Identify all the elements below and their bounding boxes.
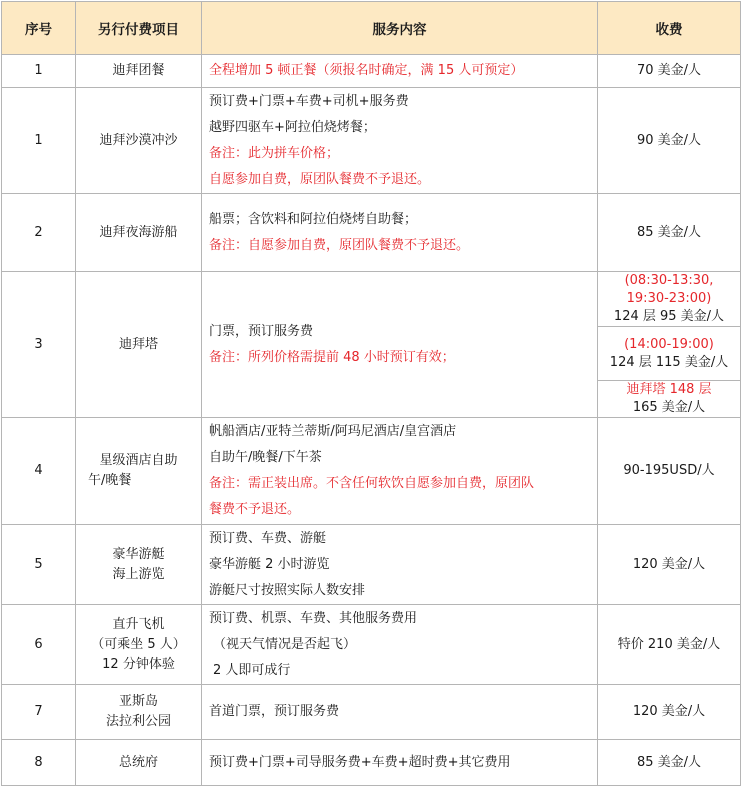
- row-price: 特价 210 美金/人: [598, 605, 741, 685]
- header-row: [2, 2, 741, 55]
- row-item: 迪拜沙漠冲沙: [76, 88, 202, 194]
- content-line: 自助午/晚餐/下午茶: [209, 450, 322, 465]
- table-row: [2, 418, 741, 525]
- content-line: （视天气情况是否起飞）: [213, 636, 357, 652]
- row-price: 90-195USD/人: [598, 418, 741, 525]
- content-line: 豪华游艇 2 小时游览: [209, 556, 330, 572]
- table-row: [2, 88, 741, 194]
- row-content: [202, 194, 598, 272]
- table-row: [2, 272, 741, 327]
- header-no: 序号: [2, 2, 76, 55]
- content-line: 自愿参加自费，原团队餐费不予退还。: [209, 171, 431, 187]
- content-line: 船票；含饮料和阿拉伯烧烤自助餐；: [209, 211, 418, 227]
- row-content: [202, 418, 598, 525]
- row-no: 1: [2, 55, 76, 88]
- row-content: [202, 685, 598, 740]
- row-content: [202, 740, 598, 786]
- table-row: [2, 685, 741, 740]
- content-line: 预订费+门票+司导服务费+车费+超时费+其它费用: [209, 754, 511, 770]
- row-no: 5: [2, 525, 76, 605]
- content-line: 预订费+门票+车费+司机+服务费: [209, 93, 409, 109]
- row-item: 星级酒店自助 午/晚餐: [76, 418, 202, 525]
- row-content: [202, 525, 598, 605]
- row-content: [202, 605, 598, 685]
- price-option: (14:00-19:00) 124 层 115 美金/人: [598, 327, 741, 381]
- content-line: 备注：此为拼车价格；: [209, 145, 340, 161]
- row-no: 8: [2, 740, 76, 786]
- table-row: [2, 194, 741, 272]
- price-table: [1, 1, 741, 786]
- header-price: 收费: [598, 2, 741, 55]
- row-no: 4: [2, 418, 76, 525]
- price-option: 迪拜塔 148 层 165 美金/人: [598, 381, 741, 418]
- row-price: 85 美金/人: [598, 740, 741, 786]
- price-option: (08:30-13:30, 19:30-23:00) 124 层 95 美金/人: [598, 272, 741, 327]
- row-price: 120 美金/人: [598, 525, 741, 605]
- header-item: 另行付费项目: [76, 2, 202, 55]
- content-line: 全程增加 5 顿正餐（须报名时确定，满 15 人可预定）: [209, 63, 524, 78]
- row-price: 90 美金/人: [598, 88, 741, 194]
- row-content: [202, 88, 598, 194]
- row-no: 6: [2, 605, 76, 685]
- content-line: 游艇尺寸按照实际人数安排: [209, 582, 366, 598]
- table-row: [2, 740, 741, 786]
- row-item: 迪拜塔: [76, 272, 202, 418]
- table-row: [2, 605, 741, 685]
- row-no: 2: [2, 194, 76, 272]
- row-item: 直升飞机 （可乘坐 5 人） 12 分钟体验: [76, 605, 202, 685]
- row-content: [202, 55, 598, 88]
- content-line: 首道门票，预订服务费: [209, 704, 340, 719]
- table-row: [2, 525, 741, 605]
- content-line: 门票，预订服务费: [209, 323, 314, 339]
- content-line: 越野四驱车+阿拉伯烧烤餐；: [209, 119, 376, 135]
- row-price: 85 美金/人: [598, 194, 741, 272]
- row-no: 1: [2, 88, 76, 194]
- row-item: 亚斯岛 法拉利公园: [76, 685, 202, 740]
- row-price: 70 美金/人: [598, 55, 741, 88]
- content-line: 备注：所列价格需提前 48 小时预订有效；: [209, 349, 455, 365]
- content-line: 备注：需正装出席。不含任何软饮自愿参加自费，原团队: [209, 476, 535, 491]
- row-no: 7: [2, 685, 76, 740]
- content-line: 预订费、车费、游艇: [209, 530, 327, 546]
- row-no: 3: [2, 272, 76, 418]
- content-line: 预订费、机票、车费、其他服务费用: [209, 610, 418, 626]
- table-row: [2, 55, 741, 88]
- row-content: [202, 272, 598, 418]
- content-line: 餐费不予退还。: [209, 502, 301, 517]
- row-price: 120 美金/人: [598, 685, 741, 740]
- row-item: 迪拜团餐: [76, 55, 202, 88]
- row-item: 迪拜夜海游船: [76, 194, 202, 272]
- header-content: 服务内容: [202, 2, 598, 55]
- content-line: 帆船酒店/亚特兰蒂斯/阿玛尼酒店/皇宫酒店: [209, 424, 457, 439]
- row-item: 总统府: [76, 740, 202, 786]
- row-item: 豪华游艇 海上游览: [76, 525, 202, 605]
- content-line: 备注：自愿参加自费，原团队餐费不予退还。: [209, 237, 470, 253]
- content-line: 2 人即可成行: [213, 662, 291, 678]
